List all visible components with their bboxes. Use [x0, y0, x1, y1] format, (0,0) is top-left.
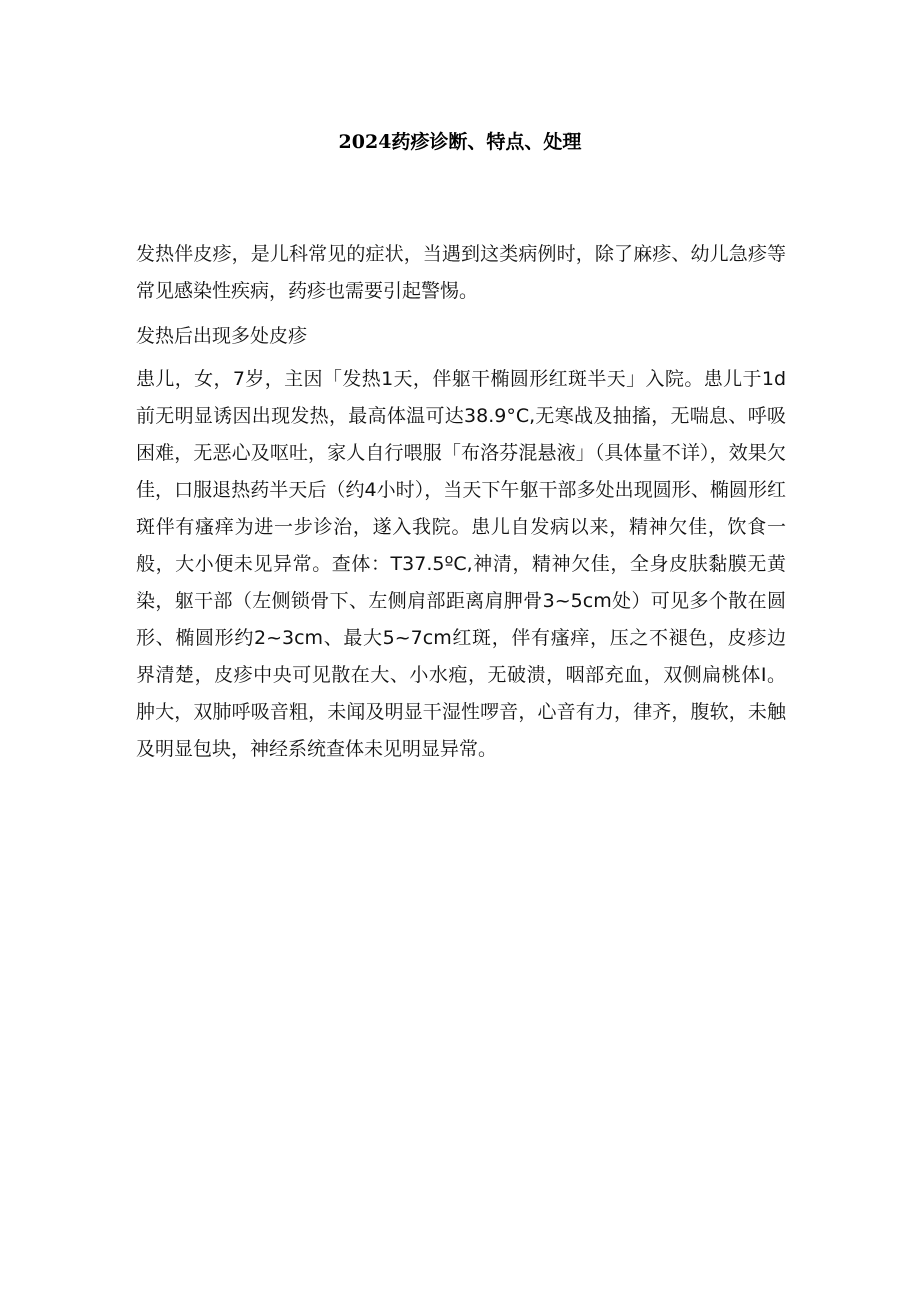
- document-body: [136, 236, 786, 776]
- case-paragraph: 患儿，女，7岁，主因「发热1天，伴躯干椭圆形红斑半天」入院。患儿于1d前无明显诱因出现发热，最高体温可达38.9°C,无寒战及抽搐，无喘息、呼吸困难，无恶心及呕吐，家人自行喂服「布洛芬混悬液」（具体量不详），效果欠佳，口服退热药半天后（约4小时），当天下午躯干部多处出现圆形、椭圆形红斑伴有瘙痒为进一步诊治，遂入我院。患儿自发病以来，精神欠佳，饮食一般，大小便未见异常。查体：T37.5ºC,神清，精神欠佳，全身皮肤黏膜无黄染，躯干部（左侧锁骨下、左侧肩部距离肩胛骨3~5cm处）可见多个散在圆形、椭圆形约2~3cm、最大5~7cm红斑，伴有瘙痒，压之不褪色，皮疹边界清楚，皮疹中央可见散在大、小水疱，无破溃，咽部充血，双侧扁桃体I。肿大，双肺呼吸音粗，未闻及明显干湿性啰音，心音有力，律齐，腹软，未触及明显包块，神经系统查体未见明显异常。: [136, 368, 786, 760]
- intro-paragraph: 发热伴皮疹，是儿科常见的症状，当遇到这类病例时，除了麻疹、幼儿急疹等常见感染性疾病，药疹也需要引起警惕。: [136, 243, 786, 302]
- document-title: 2024药疹诊断、特点、处理: [338, 131, 582, 153]
- section-heading: 发热后出现多处皮疹: [136, 325, 308, 347]
